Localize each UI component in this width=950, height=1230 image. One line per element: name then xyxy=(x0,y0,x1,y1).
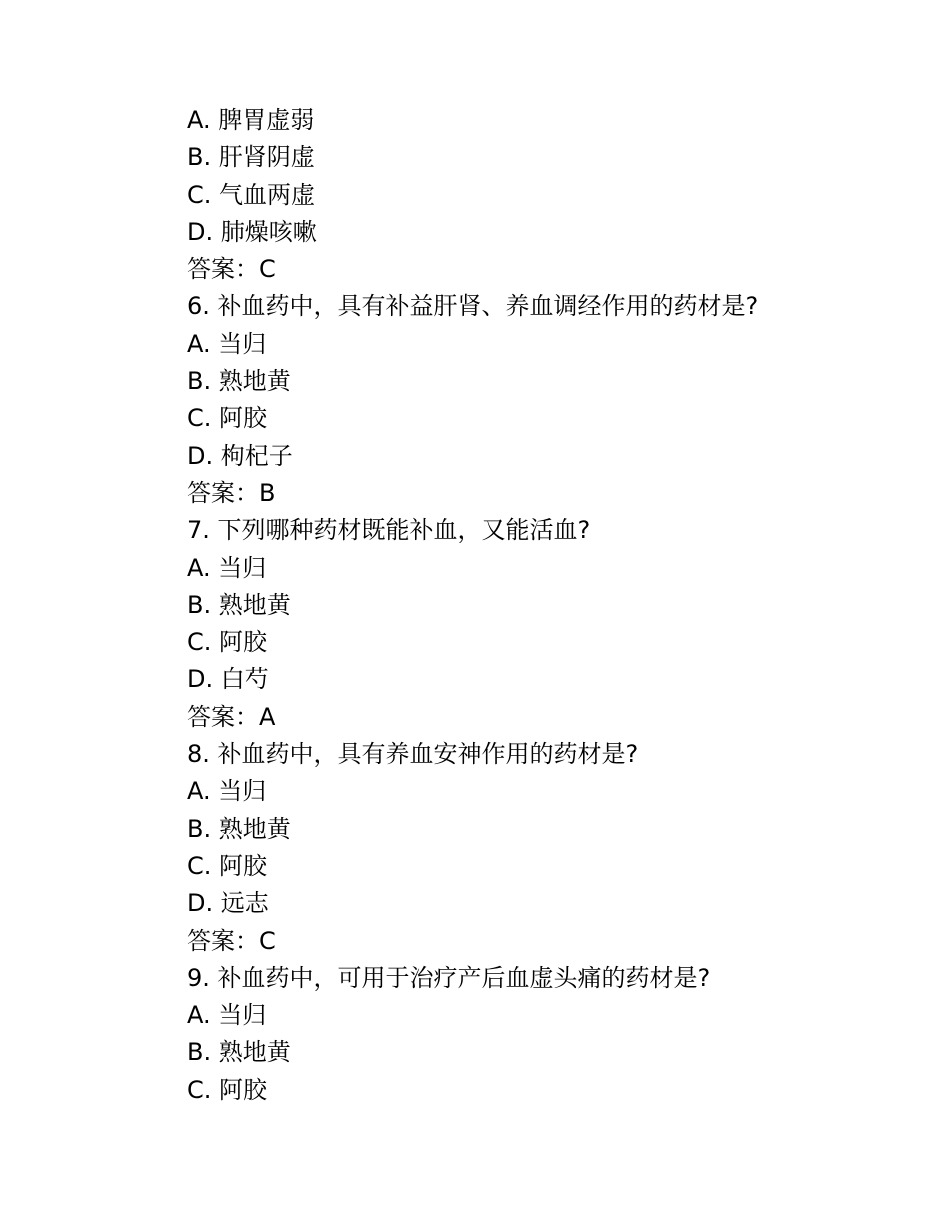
question-line: 6. 补血药中，具有补益肝肾、养血调经作用的药材是? xyxy=(187,292,759,321)
question-line: 8. 补血药中，具有养血安神作用的药材是? xyxy=(187,740,639,769)
option-line: D. 枸杞子 xyxy=(187,441,293,470)
option-line: C. 阿胶 xyxy=(187,1075,268,1104)
option-line: B. 肝肾阴虚 xyxy=(187,143,315,172)
answer-line: 答案：C xyxy=(187,926,276,955)
option-line: D. 白芍 xyxy=(187,665,269,694)
option-line: D. 肺燥咳嗽 xyxy=(187,217,317,246)
option-line: D. 远志 xyxy=(187,889,269,918)
option-line: A. 当归 xyxy=(187,553,267,582)
question-line: 9. 补血药中，可用于治疗产后血虚头痛的药材是? xyxy=(187,963,711,992)
option-line: C. 阿胶 xyxy=(187,851,268,880)
option-line: C. 阿胶 xyxy=(187,404,268,433)
option-line: A. 当归 xyxy=(187,329,267,358)
option-line: B. 熟地黄 xyxy=(187,1038,291,1067)
option-line: B. 熟地黄 xyxy=(187,590,291,619)
document-body xyxy=(187,102,887,1109)
option-line: B. 熟地黄 xyxy=(187,814,291,843)
option-line: B. 熟地黄 xyxy=(187,367,291,396)
option-line: A. 当归 xyxy=(187,777,267,806)
option-line: A. 当归 xyxy=(187,1001,267,1030)
answer-line: 答案：A xyxy=(187,702,276,731)
question-line: 7. 下列哪种药材既能补血，又能活血? xyxy=(187,516,591,545)
answer-line: 答案：B xyxy=(187,478,276,507)
option-line: A. 脾胃虚弱 xyxy=(187,106,315,134)
option-line: C. 阿胶 xyxy=(187,628,268,657)
option-line: C. 气血两虚 xyxy=(187,180,316,209)
answer-line: 答案：C xyxy=(187,255,276,284)
